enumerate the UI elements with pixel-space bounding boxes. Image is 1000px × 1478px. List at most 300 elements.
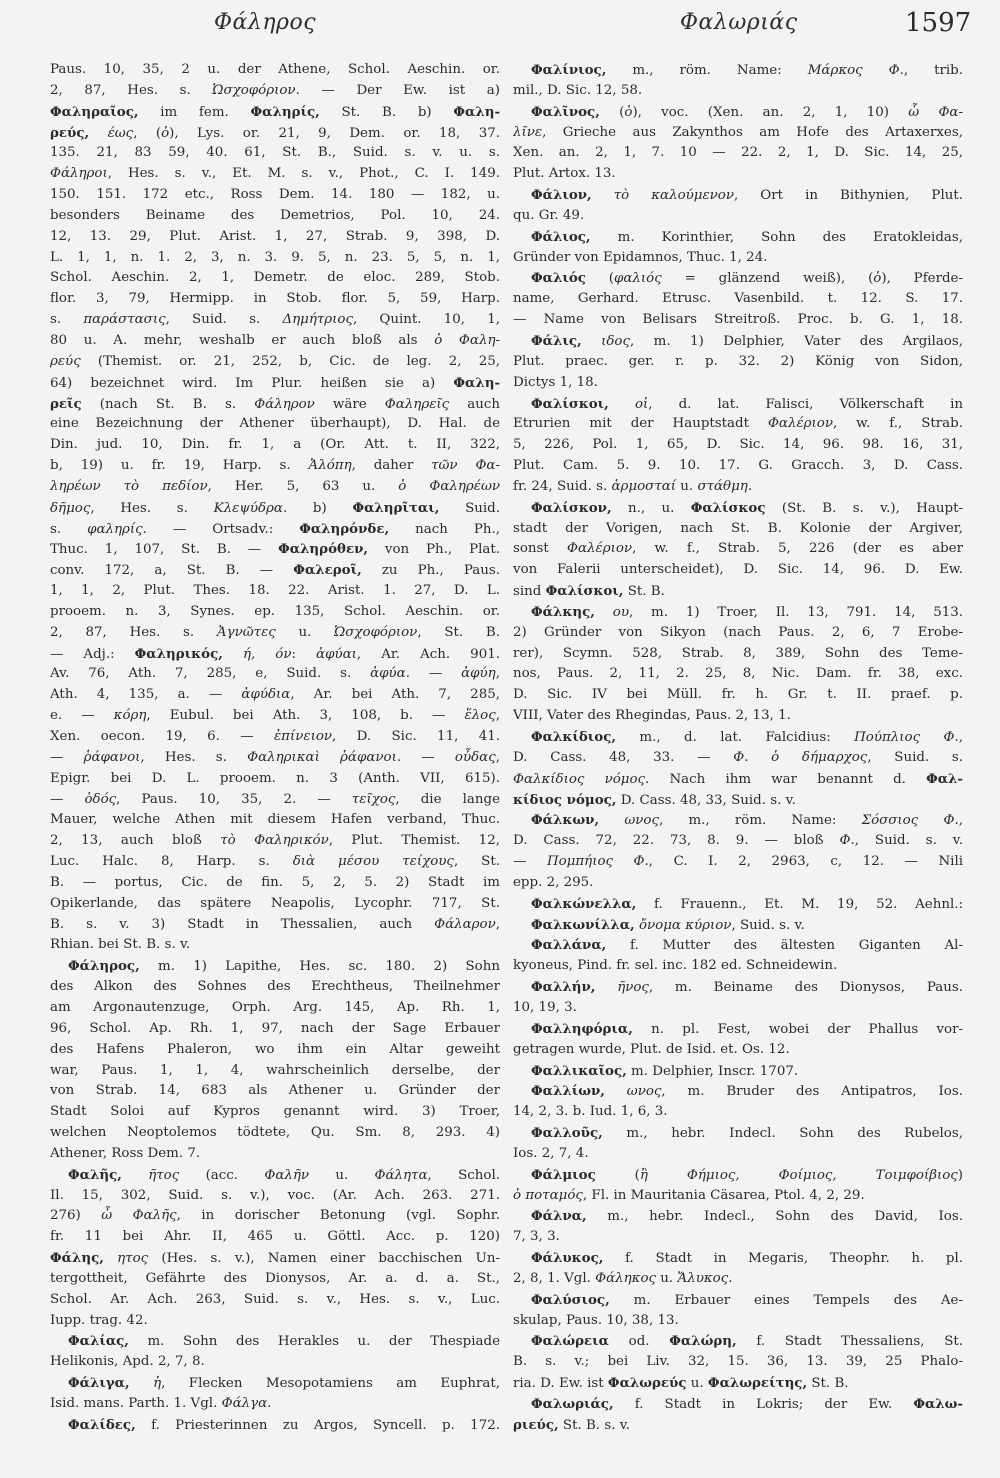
entry-start-line [50, 1415, 500, 1436]
text-segment: , m., röm. Name: [658, 813, 862, 829]
greek-phrase: Φαλῆν [264, 1167, 310, 1183]
text-segment: = glänzend weiß), ( [661, 271, 874, 287]
text-segment: ), Lys. or. 21, 9, Dem. or. 18, 37. [169, 125, 500, 141]
text-segment: fr. 24, Suid. s. [513, 478, 612, 494]
text-line [513, 289, 963, 310]
entry-start-line [513, 935, 963, 956]
text-segment: 64) bezeichnet wird. Im Plur. heißen sie a) [50, 375, 454, 391]
text-line [50, 894, 500, 915]
text-line [50, 1352, 500, 1373]
text-line [513, 748, 963, 769]
headword: Φαληρίς, [250, 103, 320, 120]
entry-start-line [513, 227, 963, 248]
text-line [50, 560, 500, 581]
greek-phrase: ὁ [873, 271, 882, 287]
text-segment: Schol. Aeschin. 2, 1, Demetr. de eloc. 289, Stob. [50, 270, 500, 286]
entry-start-line [513, 394, 963, 415]
entry-start-line [513, 977, 963, 998]
entry-start-line [513, 1081, 963, 1102]
text-segment: — Name von Belisars Streitroß. Proc. b. G. 1, 18. [513, 312, 963, 328]
text-segment: 276) [50, 1208, 102, 1224]
text-line [50, 519, 500, 540]
greek-phrase: ὁ Φαληρέων [398, 478, 500, 494]
text-line [50, 1019, 500, 1040]
entry-start-line [50, 1373, 500, 1394]
headword: Φάλης, [50, 1250, 104, 1267]
greek-phrase: ἁρμοσταί [611, 478, 677, 494]
text-segment: , Eubul. bei Ath. 3, 108, b. — [146, 708, 465, 724]
headword: Φαλη- [453, 374, 500, 391]
text-segment: D. Sic. [513, 687, 592, 703]
headword: Φαλκωνίλλα, [531, 916, 635, 933]
text-segment: Xen. oecon. 19, 6. — [50, 729, 274, 744]
text-segment: , C. I. 2, 2963, c, 12. — Nili [648, 854, 963, 870]
text-segment: (nach St. B. s. [81, 396, 255, 412]
headword: Φαλωριάς, [531, 1396, 614, 1412]
greek-phrase: Ὠσχοφόριον [334, 624, 418, 640]
text-line [50, 102, 500, 123]
text-line [50, 81, 500, 102]
text-line [50, 852, 500, 873]
text-segment [595, 605, 613, 620]
headword: Φάληρος, [68, 958, 140, 975]
text-segment: . [267, 1396, 272, 1411]
text-segment: Athener, Ross Dem. 7. [50, 1145, 201, 1161]
text-line [50, 727, 500, 748]
text-segment: m. Delphier, Inscr. 1707. [626, 1063, 799, 1079]
headword: Φαλκίδιος, [531, 729, 617, 745]
headword: Φαληρῖται, [352, 499, 440, 516]
text-line [513, 644, 963, 665]
text-line [50, 373, 500, 394]
text-segment: B. s. v. 3) Stadt in Thessalien, auch [50, 916, 435, 932]
text-segment: St. B. b) [319, 104, 454, 120]
roman-numeral: II [436, 437, 447, 453]
page-number: 1597 [905, 8, 972, 38]
text-segment: f. Stadt in Lokris; der Ew. [613, 1397, 914, 1412]
text-line [513, 664, 963, 685]
greek-phrase: ῆτος [148, 1167, 180, 1183]
text-segment: , [495, 916, 500, 932]
greek-phrase: δῆμος [50, 500, 91, 516]
text-segment: flor. 3, 79, Hermipp. in Stob. flor. 5, 59, Harp. [50, 291, 500, 307]
entry-start-line [513, 1394, 963, 1415]
headword: ρεύς, [50, 124, 90, 141]
text-segment: des Alkon des Sohnes des Erechtheus, Theilnehmer [50, 979, 500, 995]
entry-start-line [50, 1165, 500, 1186]
greek-phrase: ὁδός [84, 791, 117, 807]
headword: Φαλληφόρια, [531, 1020, 633, 1037]
greek-phrase: στάθμη [697, 478, 748, 494]
text-line [513, 206, 963, 227]
text-line [50, 998, 500, 1019]
text-segment: . b) [282, 500, 353, 516]
text-line [50, 1186, 500, 1207]
text-segment: wäre [314, 396, 385, 412]
text-segment: . Nach ihm war benannt d. [645, 771, 927, 787]
greek-phrase: Φάλγα [221, 1396, 268, 1411]
text-line [513, 685, 963, 706]
text-segment: Stadt Soloi auf Kypros genannt wird. 3) Troer, [50, 1104, 500, 1120]
text-segment: Opikerlande, das spätere Neapolis, Lycophr. 717, St. [50, 895, 500, 911]
right-running-head: Φαλωριάς [680, 10, 798, 35]
headword: Φαληρόνδε, [299, 520, 390, 537]
text-segment: od. [608, 1334, 670, 1350]
greek-phrase: ὁ Φαλη- [434, 332, 500, 348]
text-segment: ), voc. (Xen. an. 2, 1, 10) [632, 104, 909, 120]
roman-numeral: II [856, 687, 868, 703]
text-segment: u. [656, 1270, 678, 1286]
entry-start-line [50, 956, 500, 977]
headword: Φαλκώνελλα, [531, 895, 637, 912]
text-segment: Av. 76, Ath. 7, 285, e, Suid. s. [50, 666, 371, 682]
text-line [513, 706, 963, 727]
greek-phrase: παράστασις [83, 312, 166, 328]
text-segment: getragen wurde, Plut. de Isid. et. Os. 12. [513, 1041, 790, 1057]
text-segment: Schol. Ar. Ach. 263, Suid. s. v., Hes. s. v., Luc. [50, 1291, 500, 1307]
greek-phrase: Κλεψύδρα [213, 500, 283, 516]
text-segment: 2) Gründer von Sikyon (nach Paus. 2, 6, 7 Erobe- [513, 624, 963, 640]
text-segment: , w. f., Strab. [832, 416, 963, 432]
text-segment: m., röm. Name: [606, 63, 808, 78]
text-segment: b, 19) u. fr. 19, Harp. s. [50, 458, 309, 474]
greek-phrase: ὁ [161, 125, 170, 141]
text-segment: , [495, 708, 500, 724]
headword: Φαληρόθεν, [278, 541, 369, 558]
greek-phrase: ητος [117, 1251, 149, 1267]
text-segment: . [747, 478, 753, 494]
text-segment: s. [50, 521, 88, 537]
headword: Φαλίνιος, [531, 62, 607, 78]
text-segment: D. Cass. 72, 22. 73, 8. 9. — bloß [513, 833, 840, 849]
greek-phrase: ου [612, 604, 629, 620]
text-line [513, 873, 963, 894]
text-segment: bei Müll. fr. h. Gr. t. [606, 687, 857, 703]
text-segment: eine Bezeichnung der Athener überhaupt), D. Hal. de [50, 416, 500, 432]
text-segment: , Quint. 10, 1, [352, 312, 500, 328]
text-line [513, 1227, 963, 1248]
text-segment: Ath. 4, 135, a. — [50, 687, 242, 703]
text-segment: 12, 13. 29, Plut. Arist. 1, 27, Strab. 9, 398, D. [50, 228, 500, 244]
text-line [513, 414, 963, 435]
entry-start-line [513, 915, 963, 936]
text-line [50, 289, 500, 310]
text-line [50, 1290, 500, 1311]
text-line [513, 456, 963, 477]
text-segment: f. Stadt Thessaliens, St. [736, 1334, 963, 1350]
text-segment: Plut. Cam. 5. 9. 10. 17. G. Gracch. 3, D. Cass. [513, 458, 963, 474]
text-line [50, 748, 500, 769]
greek-phrase: ῥάφανοι [83, 749, 141, 765]
text-line [50, 394, 500, 415]
headword: Φαλωρεύς [607, 1375, 687, 1392]
headword: Φάλιον, [531, 187, 592, 204]
text-line [50, 685, 500, 706]
greek-phrase: φαληρίς [87, 521, 143, 537]
text-segment: 2, 87, Hes. s. [50, 624, 217, 640]
text-segment: mil., D. Sic. 12, 58. [513, 82, 643, 98]
text-segment: 1, 1, 2, Plut. Thes. 18. 22. Arist. 1. 27, D. L. [50, 583, 500, 599]
text-segment: , Ar. bei Ath. 7, 285, [290, 687, 500, 703]
text-segment: Ios. 2, 7, 4. [513, 1145, 589, 1161]
text-segment: Plut. praec. ger. r. p. 32. 2) König von Sidon, [513, 353, 963, 369]
headword: Φαλίσκοι, [531, 395, 609, 412]
headword: Φαλλήν, [531, 979, 596, 996]
text-line [513, 1269, 963, 1290]
headword: Φαλίας, [68, 1333, 129, 1350]
text-line [50, 873, 500, 894]
text-line [50, 1123, 500, 1144]
greek-phrase: φαλιός [614, 271, 662, 287]
text-segment: , St. [453, 854, 500, 870]
entry-start-line [50, 1331, 500, 1352]
text-segment: m. Korinthier, Sohn des Eratokleidas, [590, 229, 963, 245]
text-line [50, 977, 500, 998]
text-segment: Xen. an. 2, 1, 7. 10 — 22. 2, 1, D. Sic. 14, 25, [513, 145, 963, 161]
text-line [50, 769, 500, 790]
greek-phrase: Φάληροι [50, 166, 108, 182]
text-segment: f. Stadt in Megaris, Theophr. h. pl. [603, 1251, 963, 1267]
headword: Φαλωρείτης, [707, 1375, 808, 1392]
text-segment: , Fl. in Mauritania Cäsarea, Ptol. 4, 2, 29. [582, 1187, 865, 1203]
text-segment: , Suid. s. [165, 312, 283, 328]
text-segment: St. B. [807, 1376, 849, 1392]
text-line [513, 143, 963, 164]
text-segment: des Hafens Phaleron, wo ihm ein Altar geweiht [50, 1041, 500, 1057]
headword: Φάλις, [531, 332, 582, 349]
text-segment: sonst [513, 541, 568, 557]
headword: Φάλιγα, [68, 1375, 130, 1392]
text-segment: ( [599, 104, 625, 120]
greek-phrase: ὁ ποταμός [513, 1187, 583, 1203]
greek-phrase: Φαλκίδιος νόμος [513, 771, 646, 787]
text-segment: am Argonautenzuge, Orph. Arg. 145, Ap. Rh. 1, [50, 999, 500, 1015]
text-segment: zu Ph., Paus. [361, 563, 500, 579]
text-segment: Gründer von Epidamnos, Thuc. 1, 24. [513, 249, 768, 265]
text-segment: — Adj.: [50, 646, 135, 662]
text-line [50, 268, 500, 289]
text-segment: welchen Neoptolemos tödtete, Qu. Sm. 8, 293. 4) [50, 1125, 500, 1141]
left-running-head: Φάληρος [214, 10, 317, 35]
text-segment: kyoneus, Pind. fr. sel. inc. 182 ed. Schneidewin. [513, 958, 838, 974]
text-segment: , St. B. [417, 624, 500, 640]
headword: Φαλλίων, [531, 1083, 605, 1100]
text-segment: . [728, 1270, 733, 1286]
text-segment: . — Ortsadv.: [142, 521, 300, 537]
text-line [513, 81, 963, 102]
greek-phrase: ωνος [626, 1084, 662, 1100]
text-segment: s. [50, 312, 84, 328]
text-segment: , D. Sic. 11, 41. [332, 729, 500, 744]
greek-phrase: Δημήτριος [282, 312, 353, 328]
entry-start-line [513, 1248, 963, 1269]
text-segment: m. Sohn des Herakles u. der Thespiade [128, 1334, 500, 1350]
text-line [50, 810, 500, 831]
text-line [50, 935, 500, 956]
text-line [513, 123, 963, 144]
text-segment: stadt der Vorigen, nach St. B. Kolonie der Argiver, [513, 520, 963, 536]
headword: Φαλώρεια [531, 1333, 609, 1350]
text-segment: , trib. [903, 63, 963, 78]
greek-phrase: οἱ [634, 396, 649, 412]
text-segment: , d. lat. Falisci, Völkerschaft in [648, 396, 963, 412]
roman-numeral: VII [420, 770, 441, 786]
text-segment: , 465 u. Göttl. Acc. p. 120) [222, 1229, 500, 1245]
headword: ρεῖς [50, 395, 82, 412]
text-line [50, 498, 500, 519]
text-segment [609, 397, 635, 412]
text-line [513, 310, 963, 331]
text-segment [89, 126, 107, 141]
text-line [50, 706, 500, 727]
greek-phrase: ὦ Φαλῆς [101, 1208, 177, 1224]
text-segment: , Flecken Mesopotamiens am Euphrat, [161, 1376, 500, 1392]
text-line [50, 1248, 500, 1269]
text-segment: von Strab. 14, 683 als Athener u. Gründer der [50, 1083, 500, 1099]
right-column [513, 60, 963, 1436]
text-segment: , Plut. Themist. 12, [328, 833, 500, 849]
text-segment: , in dorischer Betonung (vgl. Sophr. [176, 1208, 500, 1224]
greek-phrase: ῆνος [617, 980, 649, 996]
entry-start-line [513, 498, 963, 519]
text-segment: m., d. lat. Falcidius: [616, 730, 855, 745]
entry-start-line [513, 1165, 963, 1186]
headword: Φαληρικός, [134, 645, 223, 662]
text-segment: — [50, 749, 84, 765]
entry-start-line [513, 331, 963, 352]
greek-phrase: Πομπήιος Φ. [546, 854, 649, 870]
text-segment [104, 1251, 117, 1266]
entry-start-line [513, 60, 963, 81]
headword: ριεύς, [513, 1416, 559, 1433]
text-line [513, 769, 963, 790]
text-line [513, 1040, 963, 1061]
text-segment: 135. 21, 83 59, 40. 61, St. B., Suid. s. v. u. s. [50, 145, 500, 161]
text-segment: epp. 2, 295. [513, 874, 594, 890]
text-segment: B. s. v.; bei Liv. 32, 15. 36, 13. 39, 25 Phalo- [513, 1354, 963, 1370]
text-segment: u. [275, 624, 335, 640]
greek-phrase: Ἀγνῶτες [216, 624, 276, 640]
text-segment: besonders Beiname des Demetrios, Pol. 10, 24. [50, 207, 500, 223]
text-segment: Luc. Halc. 8, Harp. s. [50, 854, 293, 870]
headword: Φαλώρη, [669, 1333, 737, 1350]
headword: Φαλῆς, [68, 1166, 122, 1183]
text-segment: , [495, 666, 500, 682]
text-segment: ( [595, 1167, 640, 1183]
text-segment: ( [585, 271, 615, 287]
text-segment: , m. Beiname des Dionysos, Paus. [648, 980, 963, 996]
text-segment: 2, 8, 1. Vgl. [513, 1270, 596, 1286]
greek-phrase: τῶν Φα- [431, 458, 500, 474]
headword: Φαλύσιος, [531, 1291, 610, 1308]
text-segment: m. Erbauer eines Tempels des Ae- [609, 1292, 963, 1308]
greek-phrase: ὄνομα κύριον [638, 917, 732, 933]
text-segment: Iupp. trag. 42. [50, 1312, 148, 1328]
text-segment: . praef. p. [867, 687, 963, 703]
text-segment: , Hes. s. [90, 500, 214, 516]
text-segment: 10, 19, 3. [513, 999, 577, 1015]
headword: Φαλ- [926, 770, 963, 787]
entry-start-line [513, 1290, 963, 1311]
greek-phrase: τὸ Φαληρικόν [220, 833, 329, 849]
text-segment [223, 647, 243, 662]
text-segment: , [958, 730, 963, 745]
entry-start-line [513, 1331, 963, 1352]
text-line [513, 956, 963, 977]
text-segment [592, 188, 614, 203]
greek-phrase: Πούπλιος Φ. [854, 730, 959, 745]
greek-phrase: τεῖχος [351, 791, 396, 807]
text-segment: Paus. 10, 35, 2 u. der Athene, Schol. Aeschin. or. [50, 62, 500, 77]
text-segment: u. [676, 478, 698, 494]
text-segment: nach Ph., [389, 521, 500, 537]
text-segment: D. Cass. 48, 33. — [513, 749, 734, 765]
headword: Φαλιός [531, 270, 586, 287]
text-segment: war, Paus. 1, 1, 4, wahrscheinlich derselbe, der [50, 1062, 500, 1078]
text-segment: tergottheit, Gefährte des Dionysos, Ar. a. d. a. St., [50, 1270, 500, 1286]
text-segment: , Suid. s. [867, 749, 963, 765]
text-segment: , Hes. s. [140, 749, 248, 765]
greek-phrase: ἡ [153, 1376, 162, 1392]
text-line [50, 1394, 500, 1415]
text-segment: , m. Bruder des Antipatros, Ios. [661, 1084, 963, 1100]
greek-phrase: ἀφύδια [241, 687, 291, 703]
greek-phrase: οὖδας [454, 749, 496, 765]
text-segment: , ( [133, 125, 162, 141]
text-segment: 2, 13, auch bloß [50, 833, 221, 849]
text-line [513, 998, 963, 1019]
text-segment: 2, 87, Hes. s. [50, 82, 213, 98]
text-line [513, 1373, 963, 1394]
text-segment: L. 1, 1, n. 1. 2, 3, n. 3. 9. 5, n. 23. 5, 5, n. 1, [50, 249, 500, 265]
greek-phrase: ὁ [624, 104, 633, 120]
greek-phrase: Φ. ὁ δήμαρχος [733, 749, 868, 765]
text-line [50, 60, 500, 81]
text-segment: B. — portus, Cic. de fin. 5, 2, 5. 2) Stadt im [50, 874, 500, 890]
text-segment: St. B. s. v. [558, 1417, 630, 1433]
text-segment: Plut. Artox. 13. [513, 166, 616, 182]
text-segment: Etrurien mit der Hauptstadt [513, 416, 768, 432]
text-line [50, 310, 500, 331]
greek-phrase: ωνος [624, 813, 659, 829]
text-segment: . — Der Ew. ist a) [295, 82, 500, 98]
text-segment: e. — [50, 708, 114, 724]
text-line [513, 539, 963, 560]
greek-phrase: Φ. [839, 833, 855, 849]
text-line [50, 185, 500, 206]
greek-phrase: τὸ καλούμενον [613, 188, 735, 204]
text-segment: sind [513, 584, 546, 600]
text-segment: qu. Gr. 49. [513, 207, 585, 223]
text-line [513, 435, 963, 456]
text-segment: , Suid. s. v. [731, 917, 805, 933]
text-segment: 96, Schol. Ap. Rh. 1, 97, nach der Sage Erbauer [50, 1020, 500, 1036]
text-line [50, 331, 500, 352]
text-line [50, 644, 500, 665]
text-segment: f. Frauenn., Et. M. 19, 52. Aehnl.: [636, 896, 963, 912]
text-segment: , Ort in Bithynien, Plut. [734, 188, 963, 204]
greek-phrase: Ὠσχοφόριον [212, 82, 296, 98]
text-line [513, 1352, 963, 1373]
text-segment: u. [309, 1167, 375, 1183]
page-header [0, 0, 1000, 50]
text-line [513, 1415, 963, 1436]
greek-phrase: έως [107, 125, 134, 141]
text-segment: 150. 151. 172 etc., Ross Dem. 14. 180 — 182, u. [50, 187, 500, 203]
headword: Φάλμιος [531, 1166, 596, 1183]
text-segment: u. [686, 1376, 708, 1392]
greek-phrase: Φάληκος [595, 1270, 657, 1286]
